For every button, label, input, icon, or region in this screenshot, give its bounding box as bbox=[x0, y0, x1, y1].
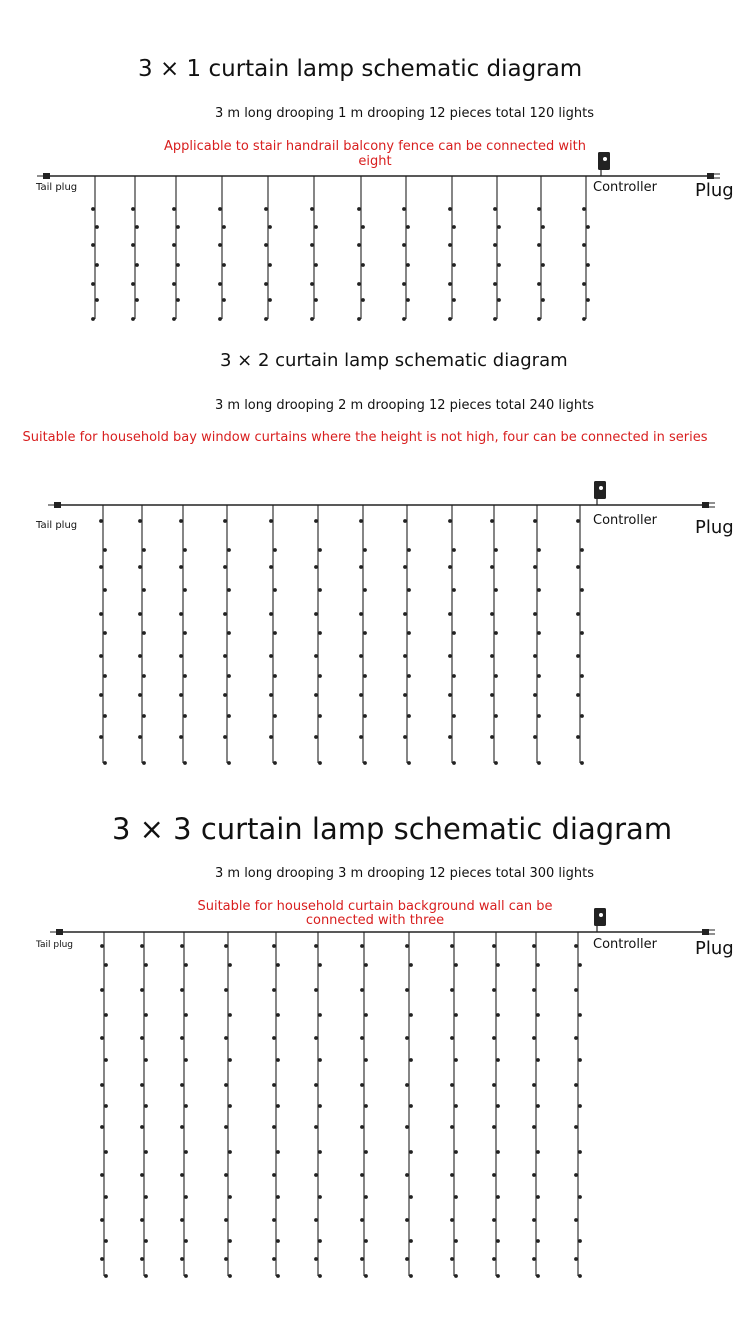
tail-plug-label: Tail plug bbox=[36, 182, 78, 193]
light-bulb bbox=[228, 1013, 232, 1017]
light-bulb bbox=[144, 1013, 148, 1017]
light-bulb bbox=[454, 1239, 458, 1243]
light-bulb bbox=[318, 1195, 322, 1199]
light-bulb bbox=[532, 1083, 536, 1087]
light-bulb bbox=[104, 1104, 108, 1108]
light-bulb bbox=[496, 1150, 500, 1154]
light-bulb bbox=[272, 1257, 276, 1261]
light-bulb bbox=[140, 1125, 144, 1129]
light-bulb bbox=[276, 1150, 280, 1154]
light-bulb bbox=[318, 1150, 322, 1154]
light-bulb bbox=[574, 1218, 578, 1222]
light-bulb bbox=[360, 1257, 364, 1261]
light-bulb bbox=[318, 1104, 322, 1108]
light-bulb bbox=[180, 1173, 184, 1177]
light-bulb bbox=[272, 988, 276, 992]
light-bulb bbox=[409, 1150, 413, 1154]
light-bulb bbox=[364, 1013, 368, 1017]
light-bulb bbox=[454, 1195, 458, 1199]
light-bulb bbox=[364, 1058, 368, 1062]
light-bulb bbox=[104, 1195, 108, 1199]
light-bulb bbox=[224, 988, 228, 992]
section-note: Suitable for household bay window curtains where the height is not high, four can be connected in series bbox=[22, 430, 708, 445]
light-bulb bbox=[104, 1274, 108, 1278]
light-bulb bbox=[276, 1104, 280, 1108]
light-bulb bbox=[492, 1036, 496, 1040]
tail-plug-label: Tail plug bbox=[36, 520, 78, 531]
light-bulb bbox=[578, 1195, 582, 1199]
light-bulb bbox=[272, 1036, 276, 1040]
light-bulb bbox=[184, 963, 188, 967]
controller-label: Controller bbox=[593, 180, 657, 195]
plug-label: Plug bbox=[695, 938, 734, 959]
light-bulb bbox=[496, 1104, 500, 1108]
light-bulb bbox=[180, 1257, 184, 1261]
light-bulb bbox=[574, 944, 578, 948]
light-bulb bbox=[405, 1257, 409, 1261]
light-bulb bbox=[100, 1125, 104, 1129]
light-bulb bbox=[409, 1058, 413, 1062]
light-bulb bbox=[314, 1218, 318, 1222]
light-bulb bbox=[574, 1036, 578, 1040]
light-bulb bbox=[140, 1173, 144, 1177]
light-bulb bbox=[140, 988, 144, 992]
light-bulb bbox=[228, 1239, 232, 1243]
light-bulb bbox=[450, 1036, 454, 1040]
light-bulb bbox=[492, 1083, 496, 1087]
light-bulb bbox=[100, 1036, 104, 1040]
light-bulb bbox=[224, 944, 228, 948]
light-bulb bbox=[224, 1218, 228, 1222]
light-bulb bbox=[276, 1274, 280, 1278]
light-bulb bbox=[496, 1195, 500, 1199]
light-bulb bbox=[578, 1104, 582, 1108]
section-subtitle: 3 m long drooping 3 m drooping 12 pieces total 300 lights bbox=[215, 866, 594, 881]
light-bulb bbox=[272, 1173, 276, 1177]
light-bulb bbox=[532, 1218, 536, 1222]
light-bulb bbox=[104, 1239, 108, 1243]
light-bulb bbox=[496, 1013, 500, 1017]
light-bulb bbox=[272, 1083, 276, 1087]
light-bulb bbox=[454, 1150, 458, 1154]
section-subtitle: 3 m long drooping 2 m drooping 12 pieces total 240 lights bbox=[215, 398, 594, 413]
light-bulb bbox=[532, 1125, 536, 1129]
light-bulb bbox=[360, 988, 364, 992]
light-bulb bbox=[224, 1173, 228, 1177]
light-bulb bbox=[405, 944, 409, 948]
light-bulb bbox=[318, 1058, 322, 1062]
light-bulb bbox=[314, 1083, 318, 1087]
light-bulb bbox=[496, 1274, 500, 1278]
light-bulb bbox=[405, 1173, 409, 1177]
light-bulb bbox=[450, 1257, 454, 1261]
light-bulb bbox=[276, 1239, 280, 1243]
section-title: 3 × 1 curtain lamp schematic diagram bbox=[138, 56, 583, 82]
plug-icon bbox=[702, 929, 709, 935]
controller-label: Controller bbox=[593, 937, 657, 952]
light-bulb bbox=[536, 1239, 540, 1243]
light-bulb bbox=[184, 1104, 188, 1108]
light-bulb bbox=[314, 1257, 318, 1261]
light-bulb bbox=[272, 1218, 276, 1222]
light-bulb bbox=[496, 1058, 500, 1062]
light-bulb bbox=[454, 1058, 458, 1062]
light-bulb bbox=[450, 1173, 454, 1177]
light-bulb bbox=[144, 1195, 148, 1199]
light-bulb bbox=[409, 1274, 413, 1278]
light-bulb bbox=[536, 1104, 540, 1108]
light-bulb bbox=[454, 1013, 458, 1017]
light-bulb bbox=[184, 1150, 188, 1154]
light-bulb bbox=[140, 944, 144, 948]
light-bulb bbox=[492, 988, 496, 992]
light-bulb bbox=[276, 1195, 280, 1199]
light-bulb bbox=[224, 1036, 228, 1040]
light-bulb bbox=[578, 1239, 582, 1243]
light-bulb bbox=[360, 1125, 364, 1129]
light-bulb bbox=[272, 1125, 276, 1129]
light-bulb bbox=[578, 1058, 582, 1062]
light-bulb bbox=[450, 1083, 454, 1087]
light-bulb bbox=[318, 963, 322, 967]
light-bulb bbox=[492, 1218, 496, 1222]
section-note: Applicable to stair handrail balcony fence can be connected with eight bbox=[164, 139, 586, 169]
light-bulb bbox=[314, 1125, 318, 1129]
light-bulb bbox=[536, 1150, 540, 1154]
light-bulb bbox=[454, 963, 458, 967]
light-bulb bbox=[100, 1173, 104, 1177]
light-bulb bbox=[532, 1257, 536, 1261]
light-bulb bbox=[228, 1274, 232, 1278]
controller-button bbox=[599, 913, 603, 917]
light-bulb bbox=[180, 1218, 184, 1222]
light-bulb bbox=[450, 944, 454, 948]
light-bulb bbox=[536, 1274, 540, 1278]
light-bulb bbox=[360, 1036, 364, 1040]
light-bulb bbox=[409, 1104, 413, 1108]
light-bulb bbox=[405, 1036, 409, 1040]
light-bulb bbox=[364, 963, 368, 967]
light-bulb bbox=[405, 988, 409, 992]
light-bulb bbox=[405, 1125, 409, 1129]
light-bulb bbox=[532, 988, 536, 992]
light-bulb bbox=[364, 1150, 368, 1154]
light-bulb bbox=[228, 1150, 232, 1154]
light-bulb bbox=[104, 1058, 108, 1062]
light-bulb bbox=[536, 1195, 540, 1199]
light-bulb bbox=[450, 1125, 454, 1129]
light-bulb bbox=[364, 1195, 368, 1199]
light-bulb bbox=[574, 988, 578, 992]
light-bulb bbox=[144, 1150, 148, 1154]
light-bulb bbox=[492, 1257, 496, 1261]
light-bulb bbox=[100, 988, 104, 992]
light-bulb bbox=[100, 1218, 104, 1222]
light-bulb bbox=[536, 1013, 540, 1017]
controller-icon bbox=[594, 908, 606, 926]
light-bulb bbox=[314, 1036, 318, 1040]
light-bulb bbox=[496, 963, 500, 967]
light-bulb bbox=[224, 1083, 228, 1087]
light-bulb bbox=[409, 1013, 413, 1017]
light-bulb bbox=[104, 1013, 108, 1017]
light-bulb bbox=[360, 1218, 364, 1222]
light-bulb bbox=[276, 963, 280, 967]
light-bulb bbox=[100, 944, 104, 948]
light-bulb bbox=[100, 1257, 104, 1261]
light-bulb bbox=[578, 963, 582, 967]
light-bulb bbox=[228, 1104, 232, 1108]
light-bulb bbox=[144, 1274, 148, 1278]
light-bulb bbox=[532, 1036, 536, 1040]
section-subtitle: 3 m long drooping 1 m drooping 12 pieces total 120 lights bbox=[215, 106, 594, 121]
light-bulb bbox=[314, 944, 318, 948]
light-bulb bbox=[405, 1083, 409, 1087]
light-bulb bbox=[574, 1173, 578, 1177]
light-bulb bbox=[140, 1036, 144, 1040]
light-bulb bbox=[450, 988, 454, 992]
light-bulb bbox=[492, 944, 496, 948]
controller-label: Controller bbox=[593, 513, 657, 528]
light-bulb bbox=[314, 988, 318, 992]
light-bulb bbox=[224, 1125, 228, 1129]
section-title: 3 × 2 curtain lamp schematic diagram bbox=[220, 350, 568, 371]
light-bulb bbox=[184, 1013, 188, 1017]
light-bulb bbox=[184, 1195, 188, 1199]
plug-label: Plug bbox=[695, 180, 734, 201]
light-bulb bbox=[364, 1104, 368, 1108]
section-note: Suitable for household curtain background wall can be connected with three bbox=[197, 899, 553, 928]
light-bulb bbox=[360, 1083, 364, 1087]
light-bulb bbox=[144, 1239, 148, 1243]
light-bulb bbox=[104, 963, 108, 967]
tail-plug-label: Tail plug bbox=[36, 940, 74, 950]
light-bulb bbox=[578, 1274, 582, 1278]
light-bulb bbox=[184, 1239, 188, 1243]
light-bulb bbox=[496, 1239, 500, 1243]
light-bulb bbox=[454, 1274, 458, 1278]
light-bulb bbox=[536, 963, 540, 967]
light-bulb bbox=[184, 1274, 188, 1278]
light-bulb bbox=[409, 1239, 413, 1243]
light-bulb bbox=[314, 1173, 318, 1177]
plug-label: Plug bbox=[695, 517, 734, 538]
light-bulb bbox=[492, 1173, 496, 1177]
light-bulb bbox=[276, 1058, 280, 1062]
light-bulb bbox=[180, 1083, 184, 1087]
light-bulb bbox=[574, 1125, 578, 1129]
light-bulb bbox=[140, 1257, 144, 1261]
light-bulb bbox=[276, 1013, 280, 1017]
light-bulb bbox=[144, 1058, 148, 1062]
light-bulb bbox=[360, 944, 364, 948]
light-bulb bbox=[180, 988, 184, 992]
light-bulb bbox=[450, 1218, 454, 1222]
light-bulb bbox=[228, 1195, 232, 1199]
light-bulb bbox=[318, 1239, 322, 1243]
light-bulb bbox=[574, 1083, 578, 1087]
light-bulb bbox=[140, 1083, 144, 1087]
light-bulb bbox=[454, 1104, 458, 1108]
light-bulb bbox=[409, 1195, 413, 1199]
light-bulb bbox=[180, 1125, 184, 1129]
light-bulb bbox=[578, 1013, 582, 1017]
light-bulb bbox=[405, 1218, 409, 1222]
light-bulb bbox=[180, 1036, 184, 1040]
light-bulb bbox=[364, 1239, 368, 1243]
light-bulb bbox=[578, 1150, 582, 1154]
light-bulb bbox=[492, 1125, 496, 1129]
light-bulb bbox=[536, 1058, 540, 1062]
light-bulb bbox=[224, 1257, 228, 1261]
light-bulb bbox=[140, 1218, 144, 1222]
light-bulb bbox=[532, 944, 536, 948]
light-bulb bbox=[574, 1257, 578, 1261]
light-bulb bbox=[228, 963, 232, 967]
light-bulb bbox=[532, 1173, 536, 1177]
light-bulb bbox=[364, 1274, 368, 1278]
light-bulb bbox=[184, 1058, 188, 1062]
light-bulb bbox=[318, 1274, 322, 1278]
light-bulb bbox=[180, 944, 184, 948]
light-bulb bbox=[144, 1104, 148, 1108]
tail-plug-icon bbox=[56, 929, 63, 935]
light-bulb bbox=[409, 963, 413, 967]
light-bulb bbox=[360, 1173, 364, 1177]
light-bulb bbox=[144, 963, 148, 967]
section-title: 3 × 3 curtain lamp schematic diagram bbox=[112, 812, 673, 846]
light-bulb bbox=[318, 1013, 322, 1017]
light-bulb bbox=[228, 1058, 232, 1062]
light-bulb bbox=[104, 1150, 108, 1154]
light-bulb bbox=[272, 944, 276, 948]
light-bulb bbox=[100, 1083, 104, 1087]
